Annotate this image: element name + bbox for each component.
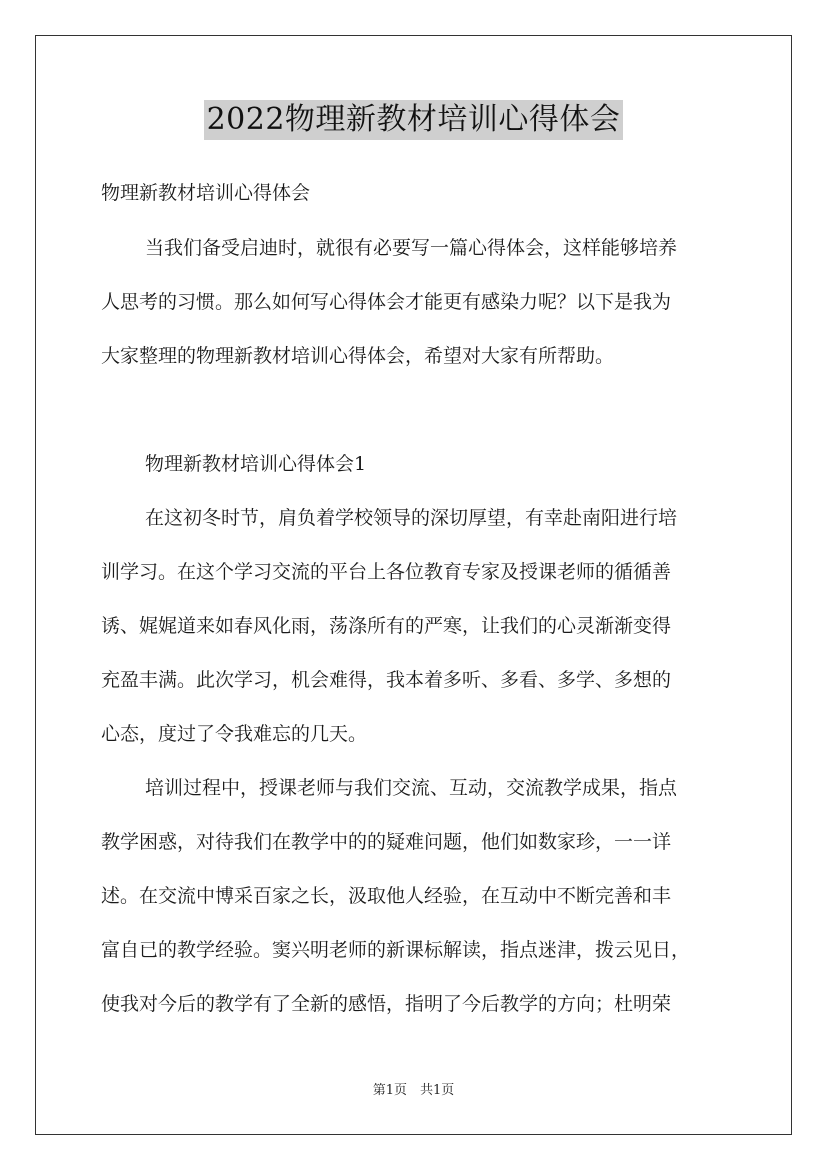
intro-paragraph: [101, 233, 741, 395]
document-title: 2022物理新教材培训心得体会: [204, 100, 624, 140]
section-heading: 物理新教材培训心得体会1: [145, 453, 367, 475]
intro-line: 人思考的习惯。那么如何写心得体会才能更有感染力呢？以下是我为: [101, 291, 672, 313]
paragraph-line: 充盈丰满。此次学习，机会难得，我本着多听、多看、多学、多想的: [101, 669, 672, 691]
paragraph-line: 训学习。在这个学习交流的平台上各位教育专家及授课老师的循循善: [101, 561, 672, 583]
intro-line: 当我们备受启迪时，就很有必要写一篇心得体会，这样能够培养: [145, 237, 678, 259]
paragraph-line: 使我对今后的教学有了全新的感悟，指明了今后教学的方向；杜明荣: [101, 993, 672, 1015]
document-subtitle: 物理新教材培训心得体会: [101, 182, 311, 204]
title-container: [0, 100, 827, 140]
paragraph-line: 在这初冬时节，肩负着学校领导的深切厚望，有幸赴南阳进行培: [145, 507, 678, 529]
paragraph-line: 培训过程中，授课老师与我们交流、互动，交流教学成果，指点: [145, 777, 678, 799]
paragraph-line: 教学困惑，对待我们在教学中的的疑难问题，他们如数家珍，一一详: [101, 831, 672, 853]
intro-line: 大家整理的物理新教材培训心得体会，希望对大家有所帮助。: [101, 345, 615, 367]
paragraph-line: 述。在交流中博采百家之长，汲取他人经验，在互动中不断完善和丰: [101, 885, 672, 907]
page-number-footer: 第1页 共1页: [372, 1083, 455, 1098]
paragraph-line: 心态，度过了令我难忘的几天。: [101, 723, 368, 745]
paragraph-line: 诱、娓娓道来如春风化雨，荡涤所有的严寒，让我们的心灵渐渐变得: [101, 615, 672, 637]
paragraph-line: 富自已的教学经验。窦兴明老师的新课标解读，指点迷津，拨云见日，: [101, 939, 691, 961]
paragraph-1: [101, 503, 741, 773]
paragraph-2: [101, 773, 741, 1043]
